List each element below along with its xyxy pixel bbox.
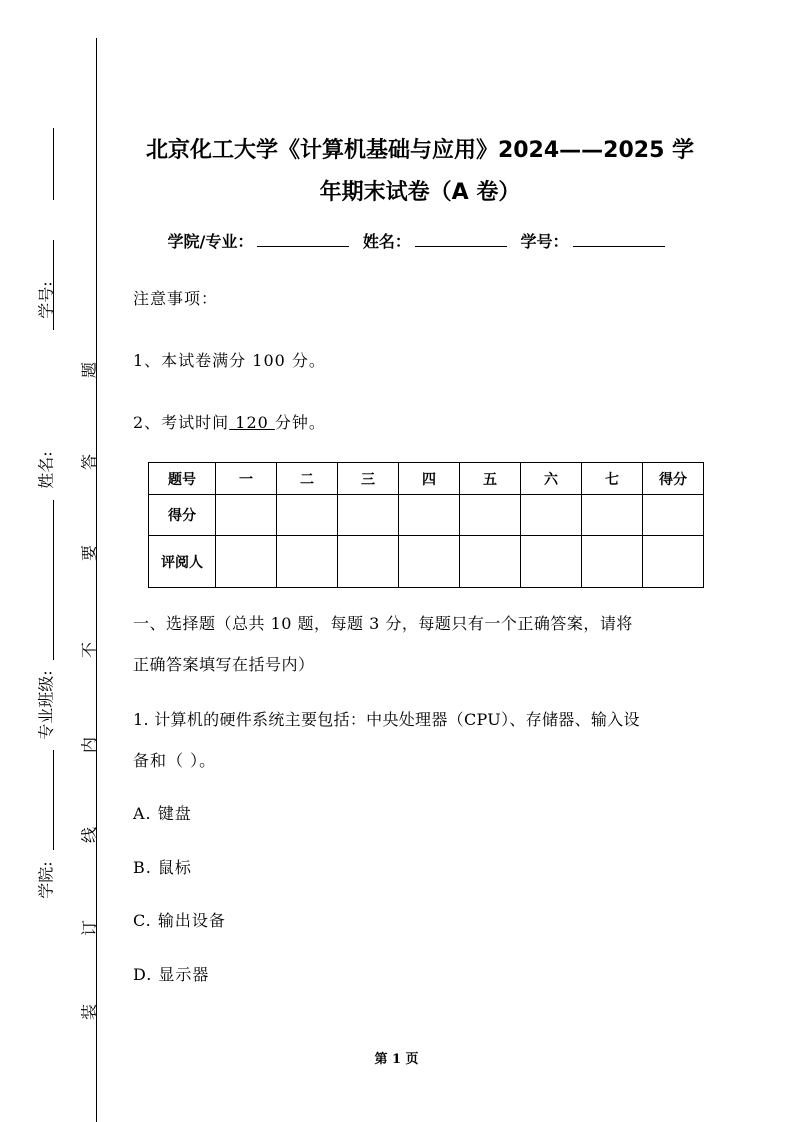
table-cell [277, 536, 338, 588]
table-header-cell: 三 [338, 463, 399, 495]
row-label-reviewer: 评阅人 [149, 536, 216, 588]
seal-char: 内 [79, 736, 99, 754]
table-cell [582, 495, 643, 536]
name-label: 姓名： [362, 232, 411, 251]
page-title-line1: 北京化工大学《计算机基础与应用》2024——2025 学 [145, 138, 695, 163]
table-header-row [149, 463, 704, 495]
college-major-field[interactable] [257, 232, 349, 247]
table-cell [582, 536, 643, 588]
seal-char: 要 [79, 544, 99, 562]
blank-line [53, 500, 54, 660]
table-cell [216, 495, 277, 536]
table-cell [643, 495, 704, 536]
seal-char: 不 [79, 641, 99, 659]
table-cell [399, 495, 460, 536]
table-cell [277, 495, 338, 536]
table-header-cell: 一 [216, 463, 277, 495]
table-header-cell: 七 [582, 463, 643, 495]
margin-college-label: 学院: [36, 861, 56, 899]
student-id-label: 学号： [520, 232, 569, 251]
exam-duration-value: 120 [229, 413, 275, 432]
table-cell [216, 536, 277, 588]
margin-student-id-label: 学号: [36, 281, 56, 319]
question1-line1: 1. 计算机的硬件系统主要包括：中央处理器（CPU）、存储器、输入设 [133, 710, 640, 729]
seal-char: 装 [79, 1003, 99, 1021]
table-cell [338, 495, 399, 536]
option-b: B. 鼠标 [133, 858, 192, 877]
page-title-line2: 年期末试卷（A 卷） [319, 180, 521, 205]
binding-line [96, 38, 97, 1122]
table-cell [643, 536, 704, 588]
note-item-2 [133, 410, 326, 433]
option-c: C. 输出设备 [133, 911, 226, 930]
note-item-1: 1、本试卷满分 100 分。 [133, 351, 326, 370]
seal-char: 题 [79, 361, 99, 379]
page-number: 第 1 页 [374, 1052, 419, 1067]
question1-line2: 备和（ ）。 [133, 751, 217, 770]
table-row [149, 495, 704, 536]
blank-line [53, 128, 54, 200]
table-row [149, 536, 704, 588]
seal-char: 订 [79, 919, 99, 937]
seal-char: 线 [79, 826, 99, 844]
table-cell [521, 495, 582, 536]
notes-heading: 注意事项： [133, 289, 219, 308]
section1-line2: 正确答案填写在括号内） [133, 655, 315, 674]
table-cell [399, 536, 460, 588]
option-d: D. 显示器 [133, 965, 210, 984]
table-header-cell: 得分 [643, 463, 704, 495]
table-header-cell: 四 [399, 463, 460, 495]
option-a: A. 键盘 [133, 804, 192, 823]
table-header-cell: 二 [277, 463, 338, 495]
note-item-2-suffix: 分钟。 [274, 413, 326, 432]
table-cell [521, 536, 582, 588]
name-field[interactable] [415, 232, 507, 247]
student-info-row [120, 229, 720, 252]
table-cell [338, 536, 399, 588]
table-header-cell: 五 [460, 463, 521, 495]
table-header-cell: 六 [521, 463, 582, 495]
table-cell [460, 495, 521, 536]
row-label-score: 得分 [149, 495, 216, 536]
score-table [148, 462, 704, 588]
blank-line [53, 750, 54, 850]
note-item-2-prefix: 2、考试时间 [133, 413, 230, 432]
table-header-cell: 题号 [149, 463, 216, 495]
table-cell [460, 536, 521, 588]
section1-line1: 一、选择题（总共 10 题，每题 3 分，每题只有一个正确答案，请将 [133, 614, 633, 633]
seal-char: 答 [79, 453, 99, 471]
college-major-label: 学院/专业： [167, 232, 254, 251]
margin-name-label: 姓名: [36, 451, 56, 489]
student-id-field[interactable] [573, 232, 665, 247]
margin-major-class-label: 专业班级: [36, 670, 56, 740]
